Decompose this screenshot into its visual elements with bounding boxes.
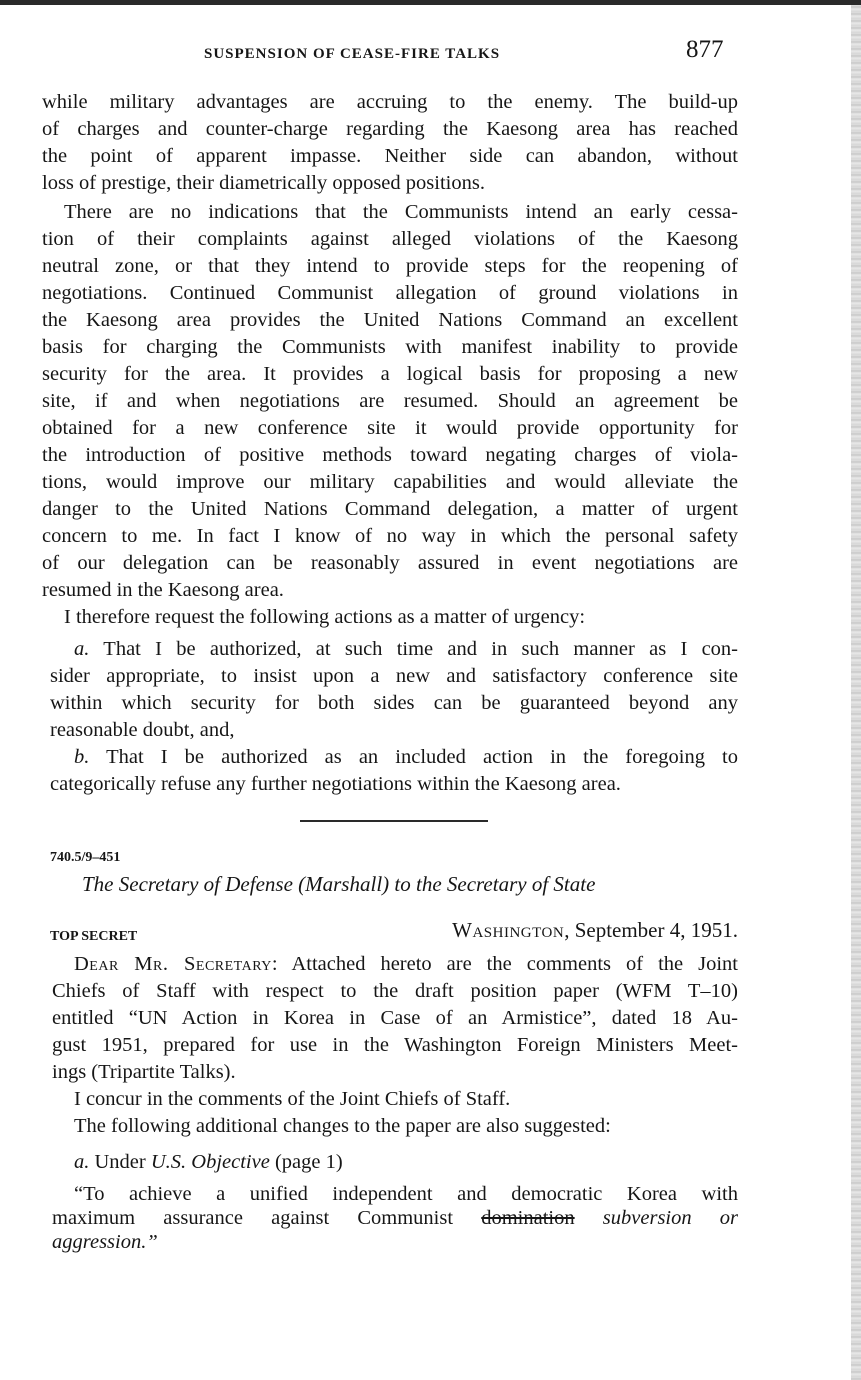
body-line: danger to the United Nations Command delegation, a matter of urgent — [42, 498, 738, 520]
body-line: tion of their complaints against alleged violations of the Kaesong — [42, 228, 738, 250]
body-line: entitled “UN Action in Korea in Case of an Armistice”, dated 18 Au- — [52, 1007, 738, 1029]
body-line: I therefore request the following actions as a matter of urgency: — [64, 606, 586, 628]
list-item-a — [74, 637, 738, 662]
page-edge-shadow — [851, 5, 861, 1380]
body-line: gust 1951, prepared for use in the Washington Foreign Ministers Meet- — [52, 1034, 738, 1056]
body-line: reasonable doubt, and, — [50, 719, 235, 741]
body-line: categorically refuse any further negotiations within the Kaesong area. — [50, 773, 621, 795]
body-line: Chiefs of Staff with respect to the draft position paper (WFM T–10) — [52, 980, 738, 1002]
body-line: I concur in the comments of the Joint Chiefs of Staff. — [74, 1088, 511, 1110]
dateline-date: , September 4, 1951. — [564, 918, 738, 942]
body-line: within which security for both sides can be guaranteed beyond any — [50, 692, 738, 714]
body-line: loss of prestige, their diametrically opposed positions. — [42, 172, 485, 194]
quote-line — [52, 1206, 738, 1231]
list-text: Under — [94, 1151, 146, 1173]
list-letter: b. — [74, 746, 90, 768]
running-head: SUSPENSION OF CEASE-FIRE TALKS — [204, 46, 501, 62]
body-line: ings (Tripartite Talks). — [52, 1061, 236, 1083]
list-text: That I be authorized, at such time and in such manner as I con- — [103, 638, 739, 660]
quote-line: aggression.” — [52, 1231, 158, 1253]
body-line: There are no indications that the Communists intend an early cessa- — [64, 201, 738, 223]
document-title: The Secretary of Defense (Marshall) to the Secretary of State — [82, 872, 596, 896]
salutation-rest: : Attached hereto are the comments of the Joint — [271, 953, 738, 975]
list-item-a — [74, 1150, 738, 1175]
file-number: 740.5/9–451 — [50, 850, 121, 865]
body-line: site, if and when negotiations are resumed. Should an agreement be — [42, 390, 738, 412]
inserted-text: subversion or — [602, 1207, 739, 1229]
dateline — [410, 918, 738, 943]
top-border-rule — [0, 0, 861, 5]
body-line: security for the area. It provides a logical basis for proposing a new — [42, 363, 738, 385]
body-line: resumed in the Kaesong area. — [42, 579, 284, 601]
list-italic-text: U.S. Objective — [150, 1151, 270, 1173]
struck-text: domination — [481, 1207, 575, 1229]
body-line: concern to me. In fact I know of no way in which the personal safety — [42, 525, 738, 547]
body-line: while military advantages are accruing to the enemy. The build-up — [42, 91, 738, 113]
list-text: That I be authorized as an included action in the foregoing to — [106, 746, 738, 768]
list-page-ref: (page 1) — [274, 1151, 343, 1173]
body-line: the point of apparent impasse. Neither side can abandon, without — [42, 145, 738, 167]
body-line: The following additional changes to the paper are also suggested: — [74, 1115, 611, 1137]
list-item-b — [74, 745, 738, 770]
body-line: negotiations. Continued Communist allegation of ground violations in — [42, 282, 738, 304]
list-letter: a. — [74, 638, 90, 660]
body-line: sider appropriate, to insist upon a new and satisfactory conference site — [50, 665, 738, 687]
salutation-line — [74, 952, 738, 977]
body-line: neutral zone, or that they intend to provide steps for the reopening of — [42, 255, 738, 277]
dateline-place: Washington — [452, 918, 565, 942]
salutation: Dear Mr. Secretary — [74, 953, 272, 975]
body-line: obtained for a new conference site it would provide opportunity for — [42, 417, 738, 439]
body-line: tions, would improve our military capabilities and would alleviate the — [42, 471, 738, 493]
body-line: basis for charging the Communists with manifest inability to provide — [42, 336, 738, 358]
section-divider — [300, 820, 488, 822]
page-number: 877 — [686, 36, 724, 63]
body-line: of charges and counter-charge regarding the Kaesong area has reached — [42, 118, 738, 140]
body-line: the introduction of positive methods toward negating charges of viola- — [42, 444, 738, 466]
list-letter: a. — [74, 1151, 90, 1173]
body-line: the Kaesong area provides the United Nations Command an excellent — [42, 309, 738, 331]
quote-text: maximum assurance against Communist — [52, 1207, 454, 1229]
classification-label: TOP SECRET — [50, 929, 138, 944]
body-line: of our delegation can be reasonably assured in event negotiations are — [42, 552, 738, 574]
quote-line: “To achieve a unified independent and democratic Korea with — [74, 1183, 738, 1205]
